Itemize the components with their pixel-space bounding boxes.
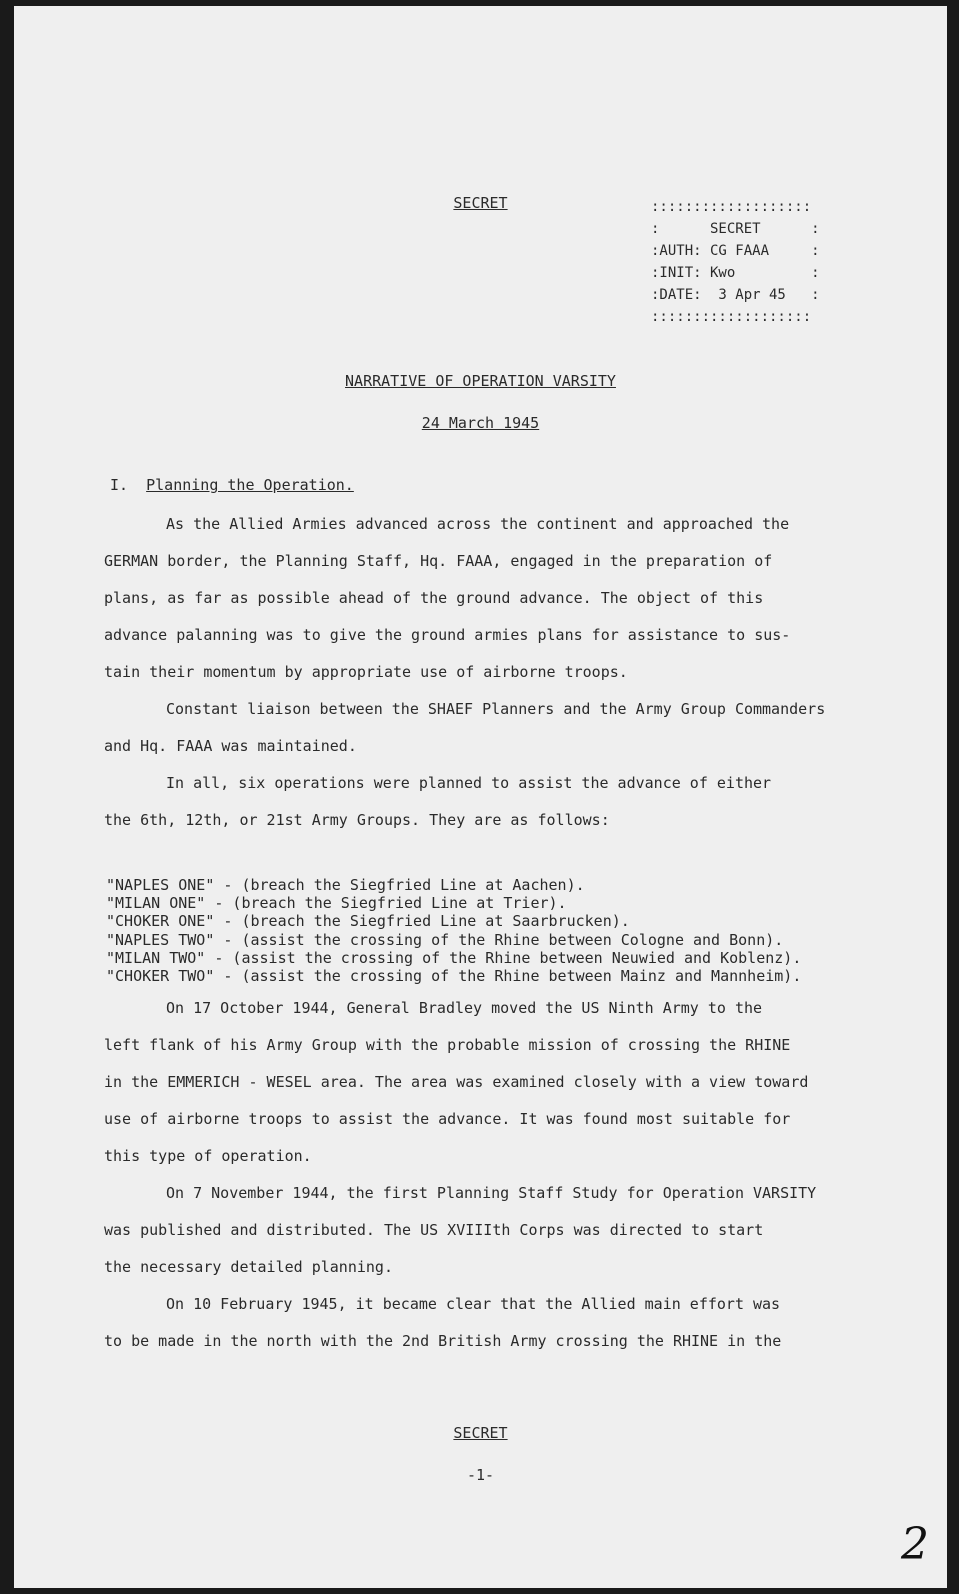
handwritten-page-number: 2 [901, 1519, 929, 1570]
operation-item: "NAPLES TWO" - (assist the crossing of the Rhine between Cologne and Bonn). [106, 930, 784, 949]
paragraph-6: On 10 February 1945, it became clear that the Allied main effort was to be made in the north with the 2nd British Army crossing the RHINE in the [104, 1295, 782, 1350]
paragraph-4: On 17 October 1944, General Bradley moved the US Ninth Army to the left flank of his Army Group with the probable mission of crossing the RHINE in the EMMERICH - WESEL area. The area was examined closely with a view toward use of airborne troops to assist the advance. It was found most suitable for this type of operation. [104, 999, 809, 1165]
operation-item: "NAPLES ONE" - (breach the Siegfried Line at Aachen). [106, 876, 585, 894]
header-classification: SECRET [453, 194, 508, 212]
stamp-line-init: :INIT: Kwo : [651, 265, 820, 281]
operation-item: "CHOKER TWO" - (assist the crossing of the Rhine between Mainz and Mannheim). [106, 967, 802, 986]
body-block-1 [104, 506, 884, 839]
stamp-line-date: :DATE: 3 Apr 45 : [651, 287, 820, 303]
body-block-2 [104, 990, 884, 1360]
section-title: Planning the Operation. [146, 476, 354, 494]
paragraph-3: In all, six operations were planned to assist the advance of either the 6th, 12th, or 21st Army Groups. They are as follows: [104, 774, 772, 829]
operation-item: "MILAN TWO" - (assist the crossing of the Rhine between Neuwied and Koblenz). [106, 948, 802, 967]
section-number: I. [110, 476, 129, 494]
page-number: -1- [466, 1466, 495, 1484]
document-date: 24 March 1945 [421, 414, 540, 432]
section-heading [110, 476, 354, 494]
paragraph-2: Constant liaison between the SHAEF Planners and the Army Group Commanders and Hq. FAAA was maintained. [104, 700, 826, 755]
stamp-border-top: ::::::::::::::::::: [651, 199, 812, 215]
document-title: NARRATIVE OF OPERATION VARSITY [345, 372, 616, 390]
operation-item: "MILAN ONE" - (breach the Siegfried Line at Trier). [106, 894, 567, 913]
stamp-line-auth: :AUTH: CG FAAA : [651, 243, 820, 259]
footer-classification: SECRET [453, 1424, 508, 1442]
stamp-border-bottom: ::::::::::::::::::: [651, 309, 812, 325]
operations-list [106, 876, 896, 985]
operation-item: "CHOKER ONE" - (breach the Siegfried Line at Saarbrucken). [106, 912, 630, 931]
document-page [14, 6, 947, 1588]
paragraph-5: On 7 November 1944, the first Planning Staff Study for Operation VARSITY was published and distributed. The US XVIIIth Corps was directed to start the necessary detailed planning. [104, 1184, 817, 1276]
classification-stamp-box [651, 196, 856, 328]
stamp-line-secret: : SECRET : [651, 221, 820, 237]
paragraph-1: As the Allied Armies advanced across the continent and approached the GERMAN border, the Planning Staff, Hq. FAAA, engaged in the preparation of plans, as far as possible ahead of the ground advance. The object of this advance palanning was to give the ground armies plans for assistance to sus- tain their momentum by appropriate use of airborne troops. [104, 515, 791, 681]
